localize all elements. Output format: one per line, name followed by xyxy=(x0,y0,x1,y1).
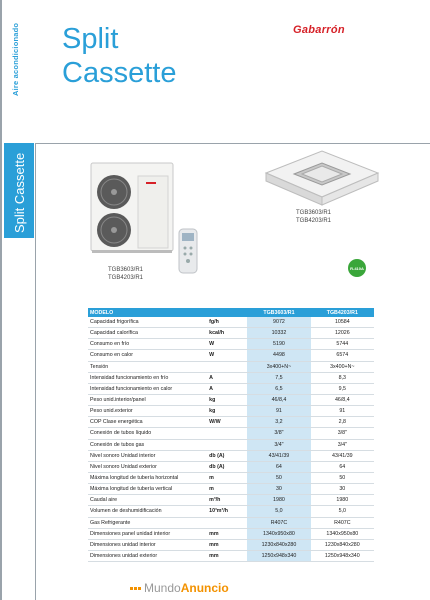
spec-value-model-1: 3/4" xyxy=(247,439,310,450)
spec-value-model-1: 3,2 xyxy=(247,417,310,428)
watermark-part-1: Mundo xyxy=(144,581,181,595)
cassette-unit-image xyxy=(264,147,380,209)
spec-label: Máxima longitud de tubería horizontal xyxy=(88,472,207,483)
spec-value-model-1: 3/8" xyxy=(247,428,310,439)
spec-unit xyxy=(207,361,247,372)
spec-label: Volumen de deshumidificación xyxy=(88,506,207,517)
spec-label: Conexión de tubos líquido xyxy=(88,428,207,439)
spec-value-model-2: 1980 xyxy=(311,495,374,506)
spec-label: Nivel sonoro Unidad exterior xyxy=(88,461,207,472)
spec-value-model-2: 3x400+N~ xyxy=(311,361,374,372)
table-row xyxy=(88,361,374,372)
spec-unit xyxy=(207,428,247,439)
spec-unit: db (A) xyxy=(207,450,247,461)
spec-unit: W xyxy=(207,339,247,350)
spec-unit: A xyxy=(207,372,247,383)
table-row xyxy=(88,461,374,472)
spec-unit xyxy=(207,439,247,450)
side-category-label xyxy=(11,18,25,96)
spec-value-model-1: 4498 xyxy=(247,350,310,361)
outdoor-model-1: TGB3603/R1 xyxy=(108,267,144,273)
spec-value-model-2: R407C xyxy=(311,517,374,528)
header-unit xyxy=(207,308,247,317)
spec-value-model-1: 1230x840x280 xyxy=(247,539,310,550)
cassette-model-1: TGB3603/R1 xyxy=(296,210,332,216)
spec-label: Consumo en frío xyxy=(88,339,207,350)
table-row xyxy=(88,394,374,405)
spec-unit: mm xyxy=(207,528,247,539)
cassette-model-2: TGB4203/R1 xyxy=(296,218,332,224)
spec-value-model-1: 3x400+N~ xyxy=(247,361,310,372)
spec-value-model-1: 7,5 xyxy=(247,372,310,383)
spec-value-model-1: 10332 xyxy=(247,328,310,339)
spec-label: Consumo en calor xyxy=(88,350,207,361)
table-row xyxy=(88,439,374,450)
spec-value-model-2: 5,0 xyxy=(311,506,374,517)
spec-unit: 10³m³/h xyxy=(207,506,247,517)
spec-value-model-1: 5190 xyxy=(247,339,310,350)
spec-label: Máxima longitud de tubería vertical xyxy=(88,484,207,495)
cassette-caption xyxy=(296,209,331,225)
table-row xyxy=(88,506,374,517)
spec-unit: kg xyxy=(207,406,247,417)
spec-label: Conexión de tubos gas xyxy=(88,439,207,450)
watermark-icon xyxy=(130,587,141,590)
table-header-row xyxy=(88,308,374,317)
spec-value-model-2: 1230x840x280 xyxy=(311,539,374,550)
table-row xyxy=(88,339,374,350)
spec-label: Dimensiones panel unidad interior xyxy=(88,528,207,539)
table-row xyxy=(88,372,374,383)
spec-unit: kcal/h xyxy=(207,328,247,339)
spec-value-model-1: 46/8,4 xyxy=(247,394,310,405)
outdoor-model-2: TGB4203/R1 xyxy=(108,275,144,281)
side-section-text: Split Cassette xyxy=(12,152,27,233)
spec-label: Dimensiones unidad interior xyxy=(88,539,207,550)
outdoor-unit-image xyxy=(90,162,174,254)
spec-value-model-2: 43/41/39 xyxy=(311,450,374,461)
header-model: MODELO xyxy=(88,308,207,317)
table-row xyxy=(88,550,374,561)
table-row xyxy=(88,539,374,550)
spec-value-model-2: 6574 xyxy=(311,350,374,361)
spec-label: Peso unid.interior/panel xyxy=(88,394,207,405)
table-row xyxy=(88,417,374,428)
spec-value-model-2: 1250x948x340 xyxy=(311,550,374,561)
spec-value-model-1: 30 xyxy=(247,484,310,495)
spec-table-body xyxy=(88,317,374,562)
header-model-1: TGB3603/R1 xyxy=(247,308,310,317)
spec-label: Nivel sonoro Unidad interior xyxy=(88,450,207,461)
spec-unit: W/W xyxy=(207,417,247,428)
table-row xyxy=(88,383,374,394)
spec-value-model-1: 1340x950x80 xyxy=(247,528,310,539)
spec-unit: fg/h xyxy=(207,317,247,328)
spec-label: Capacidad calorífica xyxy=(88,328,207,339)
table-row xyxy=(88,528,374,539)
spec-value-model-2: 12026 xyxy=(311,328,374,339)
spec-value-model-1: 9072 xyxy=(247,317,310,328)
watermark-part-2: Anuncio xyxy=(180,581,229,595)
remote-control-image xyxy=(178,228,198,274)
spec-value-model-2: 64 xyxy=(311,461,374,472)
spec-value-model-1: 1250x948x340 xyxy=(247,550,310,561)
table-row xyxy=(88,495,374,506)
spec-value-model-2: 91 xyxy=(311,406,374,417)
table-row xyxy=(88,472,374,483)
spec-label: COP Clase energética xyxy=(88,417,207,428)
table-row xyxy=(88,484,374,495)
title-line-1: Split xyxy=(62,23,119,55)
header-model-2: TGB4203/R1 xyxy=(311,308,374,317)
table-row xyxy=(88,428,374,439)
spec-value-model-1: 50 xyxy=(247,472,310,483)
spec-value-model-2: 9,5 xyxy=(311,383,374,394)
table-row xyxy=(88,406,374,417)
title-line-2: Cassette xyxy=(62,57,177,89)
spec-value-model-1: 91 xyxy=(247,406,310,417)
spec-value-model-2: 1340x950x80 xyxy=(311,528,374,539)
watermark xyxy=(130,579,410,597)
spec-value-model-2: 46/8,4 xyxy=(311,394,374,405)
outdoor-caption xyxy=(108,266,143,282)
side-section-tab xyxy=(4,143,34,238)
spec-label: Intensidad funcionamiento en frío xyxy=(88,372,207,383)
spec-unit xyxy=(207,517,247,528)
side-category-text: Aire acondicionado xyxy=(11,22,20,96)
spec-value-model-2: 5744 xyxy=(311,339,374,350)
refrigerant-badge: R-410A xyxy=(348,259,366,277)
divider xyxy=(35,143,430,144)
table-row xyxy=(88,328,374,339)
spec-unit: kg xyxy=(207,394,247,405)
spec-value-model-2: 8,3 xyxy=(311,372,374,383)
spec-value-model-2: 10584 xyxy=(311,317,374,328)
spec-value-model-1: 43/41/39 xyxy=(247,450,310,461)
spec-unit: db (A) xyxy=(207,461,247,472)
spec-value-model-2: 3/4" xyxy=(311,439,374,450)
spec-value-model-2: 50 xyxy=(311,472,374,483)
spec-value-model-2: 2,8 xyxy=(311,417,374,428)
spec-label: Tensión xyxy=(88,361,207,372)
spec-label: Gas Refrigerante xyxy=(88,517,207,528)
spec-unit: W xyxy=(207,350,247,361)
spec-unit: m xyxy=(207,472,247,483)
table-row xyxy=(88,517,374,528)
spec-unit: m xyxy=(207,484,247,495)
spec-unit: mm xyxy=(207,550,247,561)
table-row xyxy=(88,350,374,361)
spec-value-model-1: 64 xyxy=(247,461,310,472)
page-title xyxy=(62,22,176,90)
spec-label: Intensidad funcionamiento en calor xyxy=(88,383,207,394)
spec-unit: mm xyxy=(207,539,247,550)
spec-unit: A xyxy=(207,383,247,394)
brand-logo: Gabarrón xyxy=(293,24,345,36)
spec-value-model-1: 1980 xyxy=(247,495,310,506)
table-row xyxy=(88,317,374,328)
spec-value-model-1: 6,5 xyxy=(247,383,310,394)
spec-label: Dimensiones unidad exterior xyxy=(88,550,207,561)
spec-unit: m³/h xyxy=(207,495,247,506)
spec-label: Peso unid.exterior xyxy=(88,406,207,417)
spec-value-model-1: R407C xyxy=(247,517,310,528)
table-row xyxy=(88,450,374,461)
spec-table xyxy=(88,308,374,562)
spec-label: Capacidad frigorífica xyxy=(88,317,207,328)
spec-value-model-2: 3/8" xyxy=(311,428,374,439)
spec-value-model-2: 30 xyxy=(311,484,374,495)
spec-value-model-1: 5,0 xyxy=(247,506,310,517)
spec-label: Caudal aire xyxy=(88,495,207,506)
